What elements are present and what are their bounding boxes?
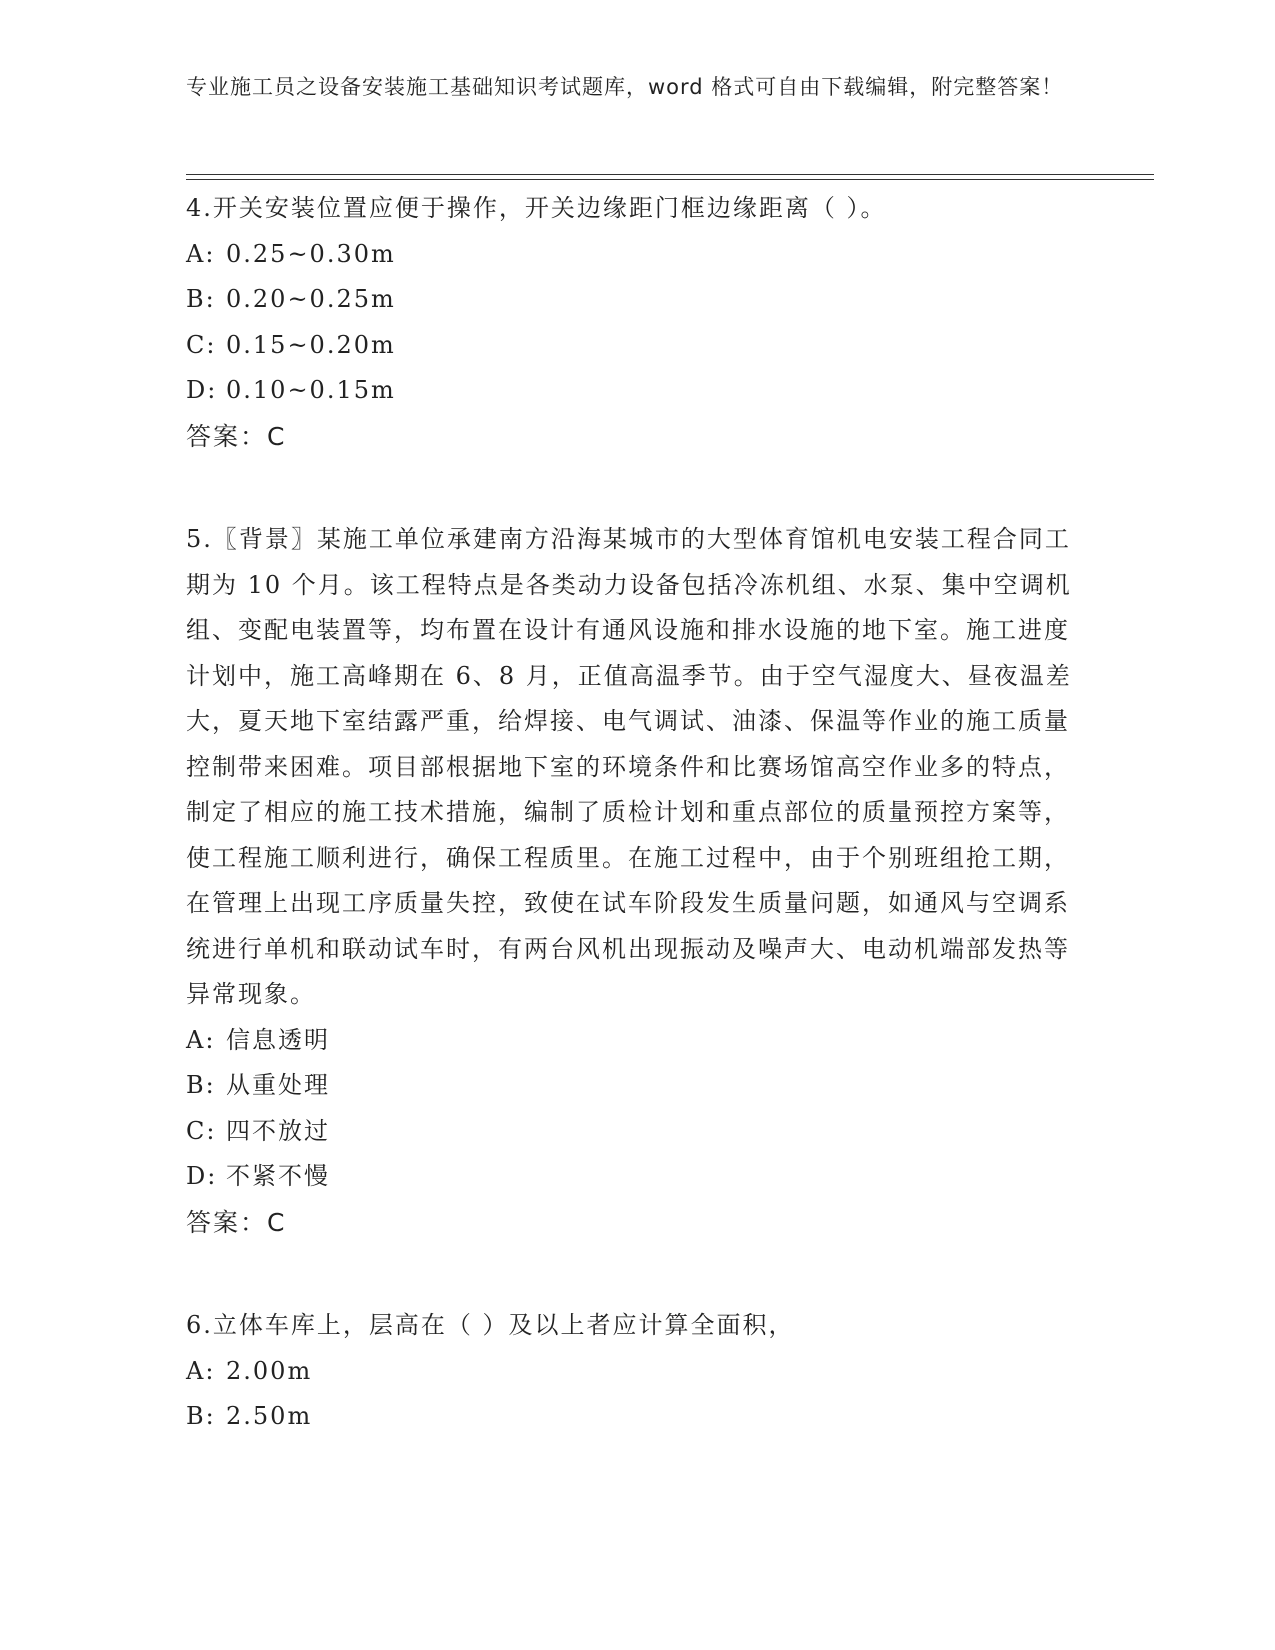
option-text: 2.00m	[226, 1356, 313, 1385]
answer-line: 答案：C	[186, 421, 287, 451]
question-stem: 5.〖背景〗某施工单位承建南方沿海某城市的大型体育馆机电安装工程合同工期为 10 个月。该工程特点是各类动力设备包括冷冻机组、水泵、集中空调机组、变配电装置等，均布置在设计有通风设施和排水设施的地下室。施工进度计划中，施工高峰期在 6、8 月，正值高温季节。由于空气湿度大、昼夜温差大，夏天地下室结露严重，给焊接、电气调试、油漆、保温等作业的施工质量控制带来困难。项目部根据地下室的环境条件和比赛场馆高空作业多的特点，制定了相应的施工技术措施，编制了质检计划和重点部位的质量预控方案等，使工程施工顺利进行，确保工程质里。在施工过程中，由于个别班组抢工期，在管理上出现工序质量失控，致使在试车阶段发生质量问题，如通风与空调系统进行单机和联动试车时，有两台风机出现振动及噪声大、电动机端部发热等异常现象。	[186, 525, 1072, 1008]
question-4	[186, 186, 1086, 459]
option-text: 四不放过	[226, 1116, 330, 1145]
question-stem: 6.立体车库上，层高在（ ）及以上者应计算全面积，	[186, 1311, 795, 1339]
answer-line: 答案：C	[186, 1207, 287, 1237]
option-text: 从重处理	[226, 1071, 330, 1099]
option-text: 信息透明	[226, 1025, 330, 1054]
option-text: 0.10~0.15m	[226, 376, 396, 404]
option-letter: B:	[186, 1402, 216, 1430]
option-letter: C:	[186, 1116, 217, 1145]
option-letter: D:	[186, 1162, 218, 1190]
option-letter: A:	[186, 1356, 216, 1385]
option-a	[186, 232, 1086, 278]
option-letter: A:	[186, 1025, 216, 1054]
option-letter: B:	[186, 1071, 216, 1099]
option-a	[186, 1018, 1086, 1064]
option-c	[186, 1109, 1086, 1155]
question-list	[186, 186, 1086, 1440]
option-text: 不紧不慢	[226, 1162, 330, 1190]
option-letter: D:	[186, 376, 218, 404]
option-text: 2.50m	[226, 1402, 313, 1430]
option-letter: B:	[186, 285, 216, 313]
option-text: 0.25~0.30m	[226, 239, 396, 268]
option-a	[186, 1349, 1086, 1395]
question-spacer	[186, 459, 1086, 517]
option-letter: A:	[186, 239, 216, 268]
option-text: 0.20~0.25m	[226, 285, 396, 313]
option-b	[186, 277, 1086, 323]
option-d	[186, 1154, 1086, 1200]
question-stem: 4.开关安装位置应便于操作，开关边缘距门框边缘距离（ ）。	[186, 194, 887, 222]
question-spacer	[186, 1245, 1086, 1303]
header-divider-bottom	[186, 179, 1154, 180]
question-5	[186, 517, 1086, 1245]
question-6	[186, 1303, 1086, 1440]
document-header: 专业施工员之设备安装施工基础知识考试题库，word 格式可自由下载编辑，附完整答案！	[186, 75, 1064, 99]
option-letter: C:	[186, 330, 217, 359]
header-divider-top	[186, 174, 1154, 175]
option-c	[186, 323, 1086, 369]
option-text: 0.15~0.20m	[226, 330, 396, 359]
option-b	[186, 1394, 1086, 1440]
option-b	[186, 1063, 1086, 1109]
option-d	[186, 368, 1086, 414]
